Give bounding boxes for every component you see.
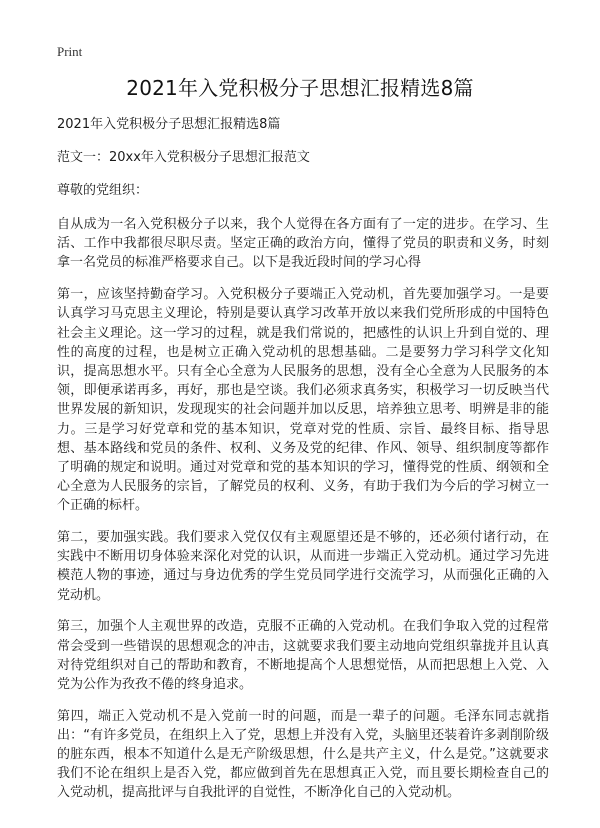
document-subtitle: 2021年入党积极分子思想汇报精选8篇 (57, 117, 281, 132)
paragraph-first-point: 第一，应该坚持勤奋学习。入党积极分子要端正入党动机，首先要加强学习。一是要认真学习马克思主义理论，特别是要认真学习改革开放以来我们党所形成的中国特色社会主义理论。这一学习的过程，就是我们常说的，把感性的认识上升到自觉的、理性的高度的过程，也是树立正确入党动机的思想基础。二是要努力学习科学文化知识，提高思想水平。只有全心全意为人民服务的思想，没有全心全意为人民服务的本领，即便承诺再多，再好，那也是空谈。我们必须求真务实，积极学习一切反映当代世界发展的新知识，发现现实的社会问题并加以反思，培养独立思考、明辨是非的能力。三是学习好党章和党的基本知识，党章对党的性质、宗旨、最终目标、指导思想、基本路线和党员的条件、权利、义务及党的纪律、作风、领导、组织制度等都作了明确的规定和说明。通过对党章和党的基本知识的学习，懂得党的性质、纲领和全心全意为人民服务的宗旨，了解党员的权利、义务，有助于我们为今后的学习树立一个正确的标杆。 (57, 287, 549, 514)
document-body (57, 116, 549, 815)
salutation: 尊敬的党组织： (57, 183, 149, 198)
paragraph-third-point: 第三，加强个人主观世界的改造，克服不正确的入党动机。在我们争取入党的过程常常会受到一些错误的思想观念的冲击，这就要求我们要主动地向党组织靠拢并且认真对待党组织对自己的帮助和教育，不断地提高个人思想觉悟，从而把思想上入党、入党为公作为孜孜不倦的终身追求。 (57, 619, 549, 692)
paragraph-intro: 自从成为一名入党积极分子以来，我个人觉得在各方面有了一定的进步。在学习、生活、工作中我都很尽职尽责。坚定正确的政治方向，懂得了党员的职责和义务，时刻拿一名党员的标准严格要求自己。以下是我近段时间的学习心得 (57, 217, 549, 271)
sample-heading: 范文一：20xx年入党积极分子思想汇报范文 (57, 150, 310, 165)
paragraph-fourth-point: 第四，端正入党动机不是入党前一时的问题，而是一辈子的问题。毛泽东同志就指出：“有许多党员，在组织上入了党，思想上并没有入党，头脑里还装着许多剥削阶级的脏东西，根本不知道什么是无产阶级思想，什么是共产主义，什么是党。”这就要求我们不论在组织上是否入党，都应做到首先在思想真正入党，而且要长期检查自己的入党动机，提高批评与自我批评的自觉性，不断净化自己的入党动机。 (57, 708, 549, 801)
document-title: 2021年入党积极分子思想汇报精选8篇 (126, 76, 474, 100)
paragraph-second-point: 第二，要加强实践。我们要求入党仅仅有主观愿望还是不够的，还必须付诸行动，在实践中不断用切身体验来深化对党的认识，从而进一步端正入党动机。通过学习先进模范人物的事迹，通过与身边优秀的学生党员同学进行交流学习，从而强化正确的入党动机。 (57, 530, 549, 603)
print-link[interactable]: Print (57, 44, 83, 59)
